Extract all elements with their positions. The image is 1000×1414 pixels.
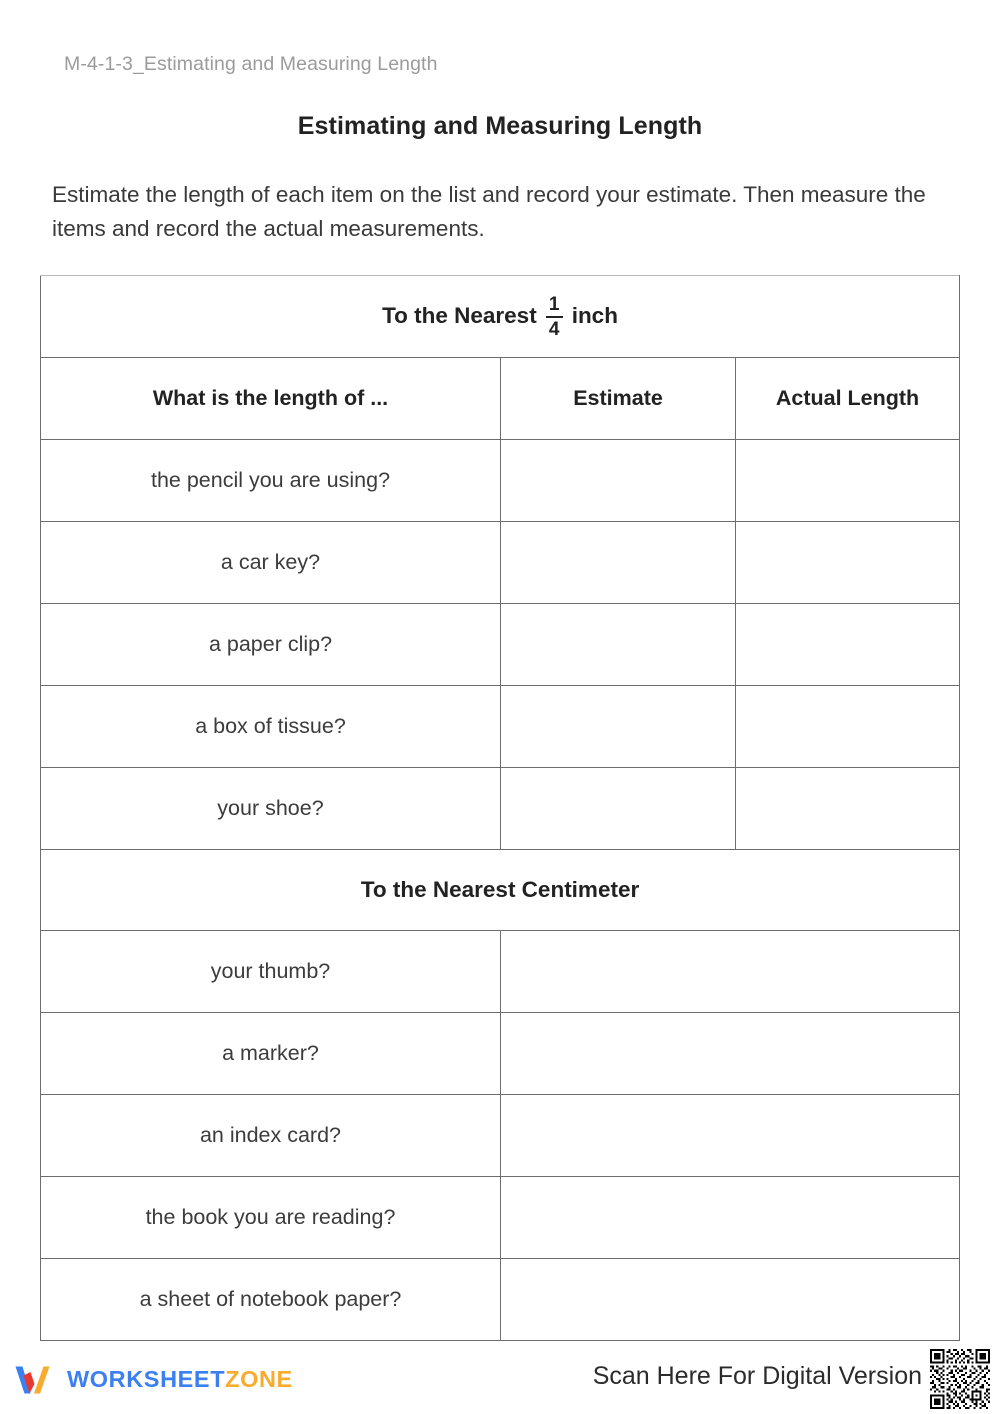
inch-banner-suffix: inch bbox=[571, 303, 618, 329]
item-label: the book you are reading? bbox=[41, 1177, 501, 1259]
item-label: an index card? bbox=[41, 1095, 501, 1177]
column-header-item: What is the length of ... bbox=[41, 358, 501, 440]
cm-section-banner-row bbox=[41, 850, 960, 931]
inch-banner-prefix: To the Nearest bbox=[382, 303, 537, 329]
item-label: a car key? bbox=[41, 522, 501, 604]
fraction-numerator: 1 bbox=[548, 293, 560, 315]
cm-answer-field[interactable] bbox=[501, 1013, 960, 1095]
table-row bbox=[41, 1013, 960, 1095]
item-label: a marker? bbox=[41, 1013, 501, 1095]
table-row bbox=[41, 768, 960, 850]
fraction-bar bbox=[546, 316, 563, 318]
item-label: a box of tissue? bbox=[41, 686, 501, 768]
actual-answer-field[interactable] bbox=[736, 604, 960, 686]
column-header-row bbox=[41, 358, 960, 440]
page-footer bbox=[0, 1342, 1000, 1414]
estimate-answer-field[interactable] bbox=[501, 686, 736, 768]
table-row bbox=[41, 604, 960, 686]
table-row bbox=[41, 522, 960, 604]
item-label: the pencil you are using? bbox=[41, 440, 501, 522]
actual-answer-field[interactable] bbox=[736, 522, 960, 604]
table-row bbox=[41, 1177, 960, 1259]
breadcrumb: M-4-1-3_Estimating and Measuring Length bbox=[64, 53, 438, 75]
item-label: your thumb? bbox=[41, 931, 501, 1013]
column-header-estimate: Estimate bbox=[501, 358, 736, 440]
item-label: your shoe? bbox=[41, 768, 501, 850]
cm-answer-field[interactable] bbox=[501, 1259, 960, 1341]
table-row bbox=[41, 931, 960, 1013]
logo-word-zone: ZONE bbox=[225, 1366, 293, 1393]
logo-wordmark bbox=[67, 1368, 293, 1392]
table-row bbox=[41, 1095, 960, 1177]
item-label: a paper clip? bbox=[41, 604, 501, 686]
inch-section-banner-row bbox=[41, 276, 960, 358]
actual-answer-field[interactable] bbox=[736, 768, 960, 850]
inch-section-banner bbox=[41, 276, 960, 358]
estimate-answer-field[interactable] bbox=[501, 604, 736, 686]
worksheetzone-logo-icon bbox=[12, 1360, 58, 1400]
scan-prompt-text: Scan Here For Digital Version bbox=[592, 1362, 922, 1390]
table-row bbox=[41, 686, 960, 768]
estimate-answer-field[interactable] bbox=[501, 440, 736, 522]
estimate-answer-field[interactable] bbox=[501, 768, 736, 850]
item-label: a sheet of notebook paper? bbox=[41, 1259, 501, 1341]
actual-answer-field[interactable] bbox=[736, 686, 960, 768]
quarter-fraction bbox=[546, 295, 563, 339]
page-title: Estimating and Measuring Length bbox=[297, 112, 703, 140]
cm-answer-field[interactable] bbox=[501, 1177, 960, 1259]
cm-answer-field[interactable] bbox=[501, 931, 960, 1013]
qr-code-image bbox=[930, 1349, 990, 1409]
worksheet-zone-logo[interactable] bbox=[12, 1360, 293, 1400]
measurement-table bbox=[40, 275, 960, 1341]
table-row bbox=[41, 1259, 960, 1341]
cm-section-banner: To the Nearest Centimeter bbox=[41, 850, 960, 931]
qr-code[interactable] bbox=[928, 1347, 992, 1411]
instructions-paragraph: Estimate the length of each item on the list and record your estimate. Then measure the items and record the actual measurements. bbox=[52, 182, 926, 241]
actual-answer-field[interactable] bbox=[736, 440, 960, 522]
cm-answer-field[interactable] bbox=[501, 1095, 960, 1177]
table-row bbox=[41, 440, 960, 522]
estimate-answer-field[interactable] bbox=[501, 522, 736, 604]
fraction-denominator: 4 bbox=[548, 318, 560, 340]
logo-word-worksheet: WORKSHEET bbox=[67, 1366, 226, 1393]
column-header-actual: Actual Length bbox=[736, 358, 960, 440]
